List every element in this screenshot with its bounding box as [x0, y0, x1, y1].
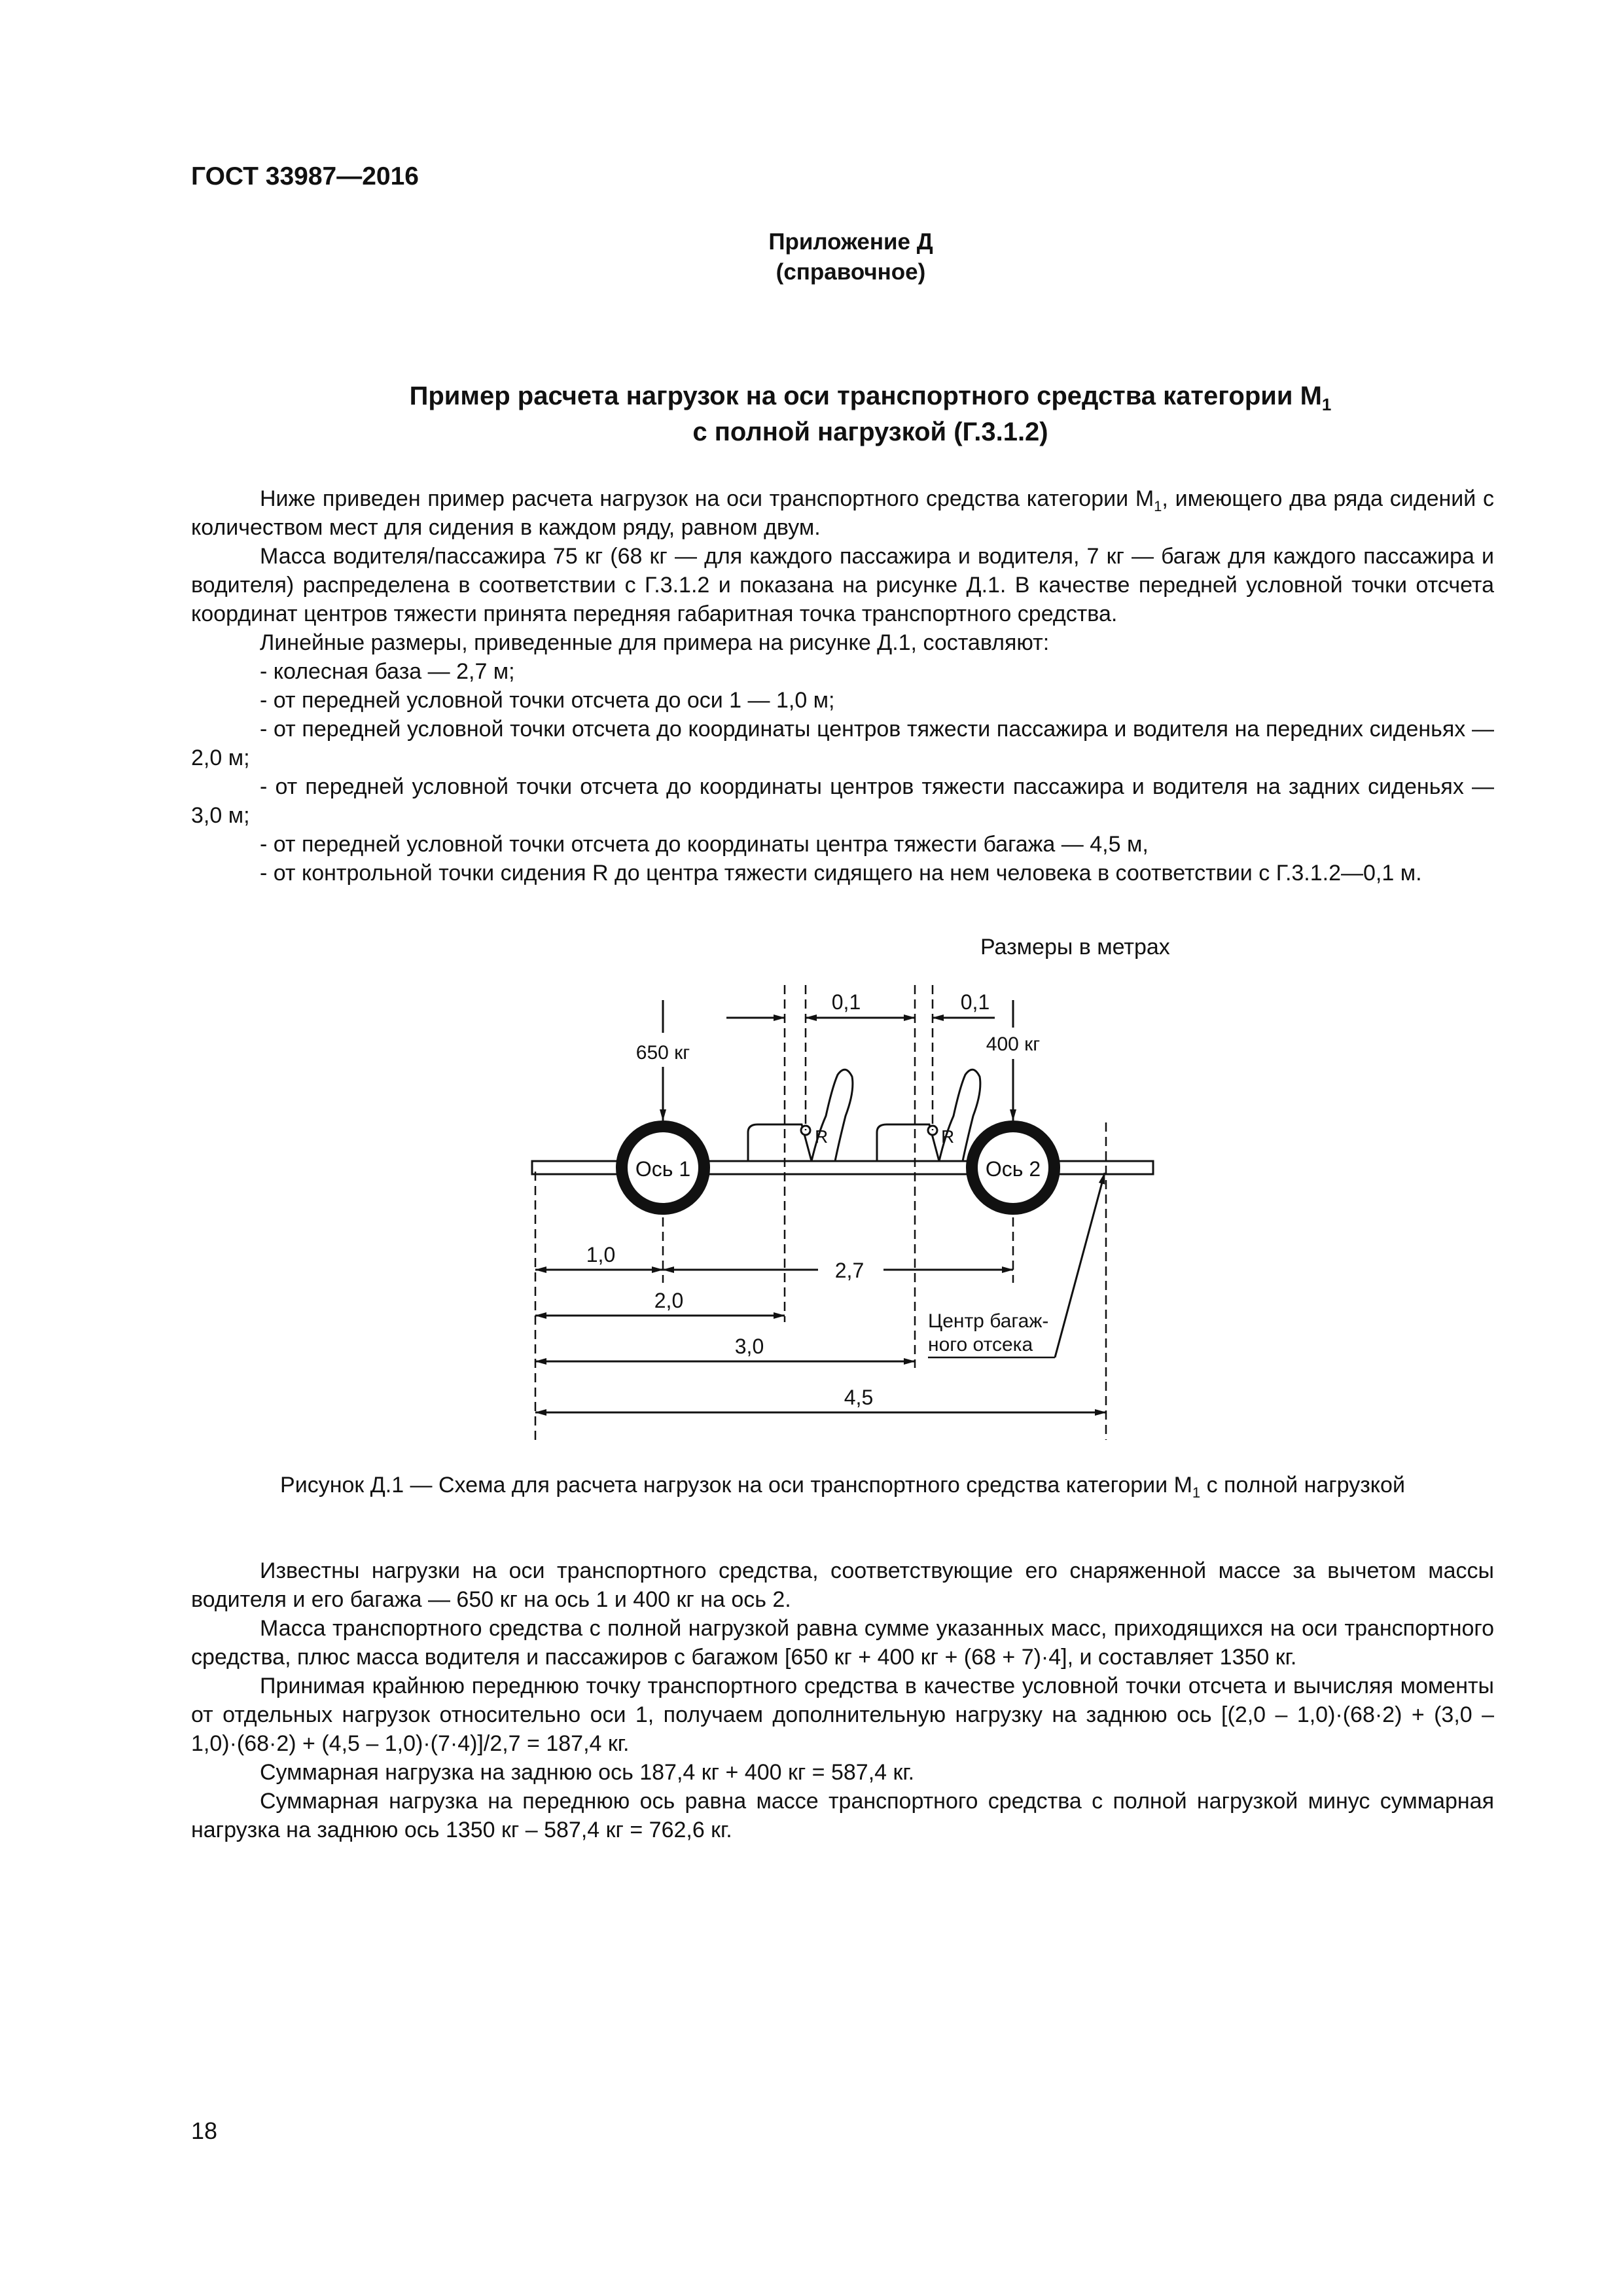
intro-p1-subscript: 1	[1154, 497, 1162, 514]
intro-paragraph-3: Линейные размеры, приведенные для примера на рисунке Д.1, составляют:	[260, 630, 1050, 655]
list-item: - от передней условной точки отсчета до координаты центра тяжести багажа — 4,5 м,	[260, 832, 1149, 857]
page-number: 18	[191, 2117, 218, 2144]
figure-caption-subscript: 1	[1192, 1484, 1201, 1501]
figure-caption-text-end: с полной нагрузкой	[1200, 1473, 1405, 1498]
luggage-center-label-line1: Центр багаж-	[928, 1310, 1049, 1332]
rear-seat-r-point: R	[941, 1126, 955, 1147]
intro-p1-text: Ниже приведен пример расчета нагрузок на оси транспортного средства категории M	[260, 486, 1154, 511]
dim-1-0-label: 1,0	[586, 1243, 616, 1266]
calc-paragraph-2: Масса транспортного средства с полной нагрузкой равна сумме указанных масс, приходящихся на оси транспортного средства, плюс масса водителя и пассажиров с багажом [650 кг + 400 кг + (68 + 7)·4], и составляет 1350 кг.	[191, 1616, 1494, 1670]
dim-2-7-label: 2,7	[834, 1259, 865, 1282]
list-item: - от передней условной точки отсчета до оси 1 — 1,0 м;	[260, 688, 835, 713]
axle-1-label: Ось 1	[635, 1157, 691, 1181]
luggage-center-label-line2: ного отсека	[928, 1334, 1033, 1355]
rear-axle-load-label: 400 кг	[986, 1033, 1041, 1055]
calc-paragraph-3: Принимая крайнюю переднюю точку транспортного средства в качестве условной точки отсчета и вычисляя моменты от отдельных нагрузок относительно оси 1, получаем дополнительную нагрузку на заднюю ось [(2,0 – 1,0)·(68·2) + (3,0 – 1,0)·(68·2) + (4,5 – 1,0)·(7·4)]/2,7 = 187,4 кг.	[191, 1674, 1494, 1756]
section-title-subscript: 1	[1321, 395, 1332, 414]
luggage-leader-arrow	[1055, 1173, 1105, 1357]
figure-caption-text: Рисунок Д.1 — Схема для расчета нагрузок на оси транспортного средства категории M	[280, 1473, 1192, 1498]
rear-seat	[877, 1069, 980, 1161]
dim-3-0-label: 3,0	[734, 1335, 764, 1358]
calc-paragraph-4: Суммарная нагрузка на заднюю ось 187,4 кг + 400 кг = 587,4 кг.	[260, 1760, 915, 1785]
offset-rear-label: 0,1	[960, 990, 990, 1014]
list-item: - от передней условной точки отсчета до координаты центров тяжести пассажира и водителя на передних сиденьях — 2,0 м;	[191, 717, 1494, 770]
annex-label: Приложение Д	[768, 229, 933, 255]
calc-paragraph-1: Известны нагрузки на оси транспортного средства, соответствующие его снаряженной массе за вычетом массы водителя и его багажа — 650 кг на ось 1 и 400 кг на ось 2.	[191, 1558, 1494, 1612]
axle-2-label: Ось 2	[985, 1157, 1041, 1181]
intro-p1-text-end: , имеющего два ряда сидений с количеством мест для сидения в каждом ряду, равном двум.	[191, 486, 1494, 540]
list-item: - от передней условной точки отсчета до координаты центров тяжести пассажира и водителя на задних сиденьях — 3,0 м;	[191, 774, 1494, 828]
front-seat-r-point: R	[815, 1126, 829, 1147]
section-title-main: Пример расчета нагрузок на оси транспортного средства категории M	[409, 382, 1322, 410]
annex-type: (справочное)	[776, 259, 926, 285]
front-axle-load-label: 650 кг	[635, 1042, 690, 1064]
dim-4-5-label: 4,5	[844, 1386, 874, 1409]
dim-2-0-label: 2,0	[654, 1289, 684, 1312]
dimensions-note: Размеры в метрах	[980, 935, 1170, 960]
intro-paragraph-2: Масса водителя/пассажира 75 кг (68 кг — для каждого пассажира и водителя, 7 кг — багаж для каждого пассажира и водителя) распределена в соответствии с Г.3.1.2 и показана на рисунке Д.1. В качестве передней условной точки отсчета координат центров тяжести принята передняя габаритная точка транспортного средства.	[191, 544, 1494, 626]
calc-paragraph-5: Суммарная нагрузка на переднюю ось равна массе транспортного средства с полной нагрузкой минус суммарная нагрузка на заднюю ось 1350 кг – 587,4 кг = 762,6 кг.	[191, 1789, 1494, 1842]
document-code: ГОСТ 33987—2016	[191, 162, 419, 190]
figure-caption	[191, 1473, 1494, 1501]
section-title-line2: с полной нагрузкой (Г.3.1.2)	[692, 418, 1048, 446]
offset-front-label: 0,1	[831, 990, 861, 1014]
list-item: - колесная база — 2,7 м;	[260, 659, 515, 684]
front-seat	[748, 1069, 853, 1161]
list-item: - от контрольной точки сидения R до центра тяжести сидящего на нем человека в соответствии с Г.3.1.2—0,1 м.	[260, 861, 1422, 886]
